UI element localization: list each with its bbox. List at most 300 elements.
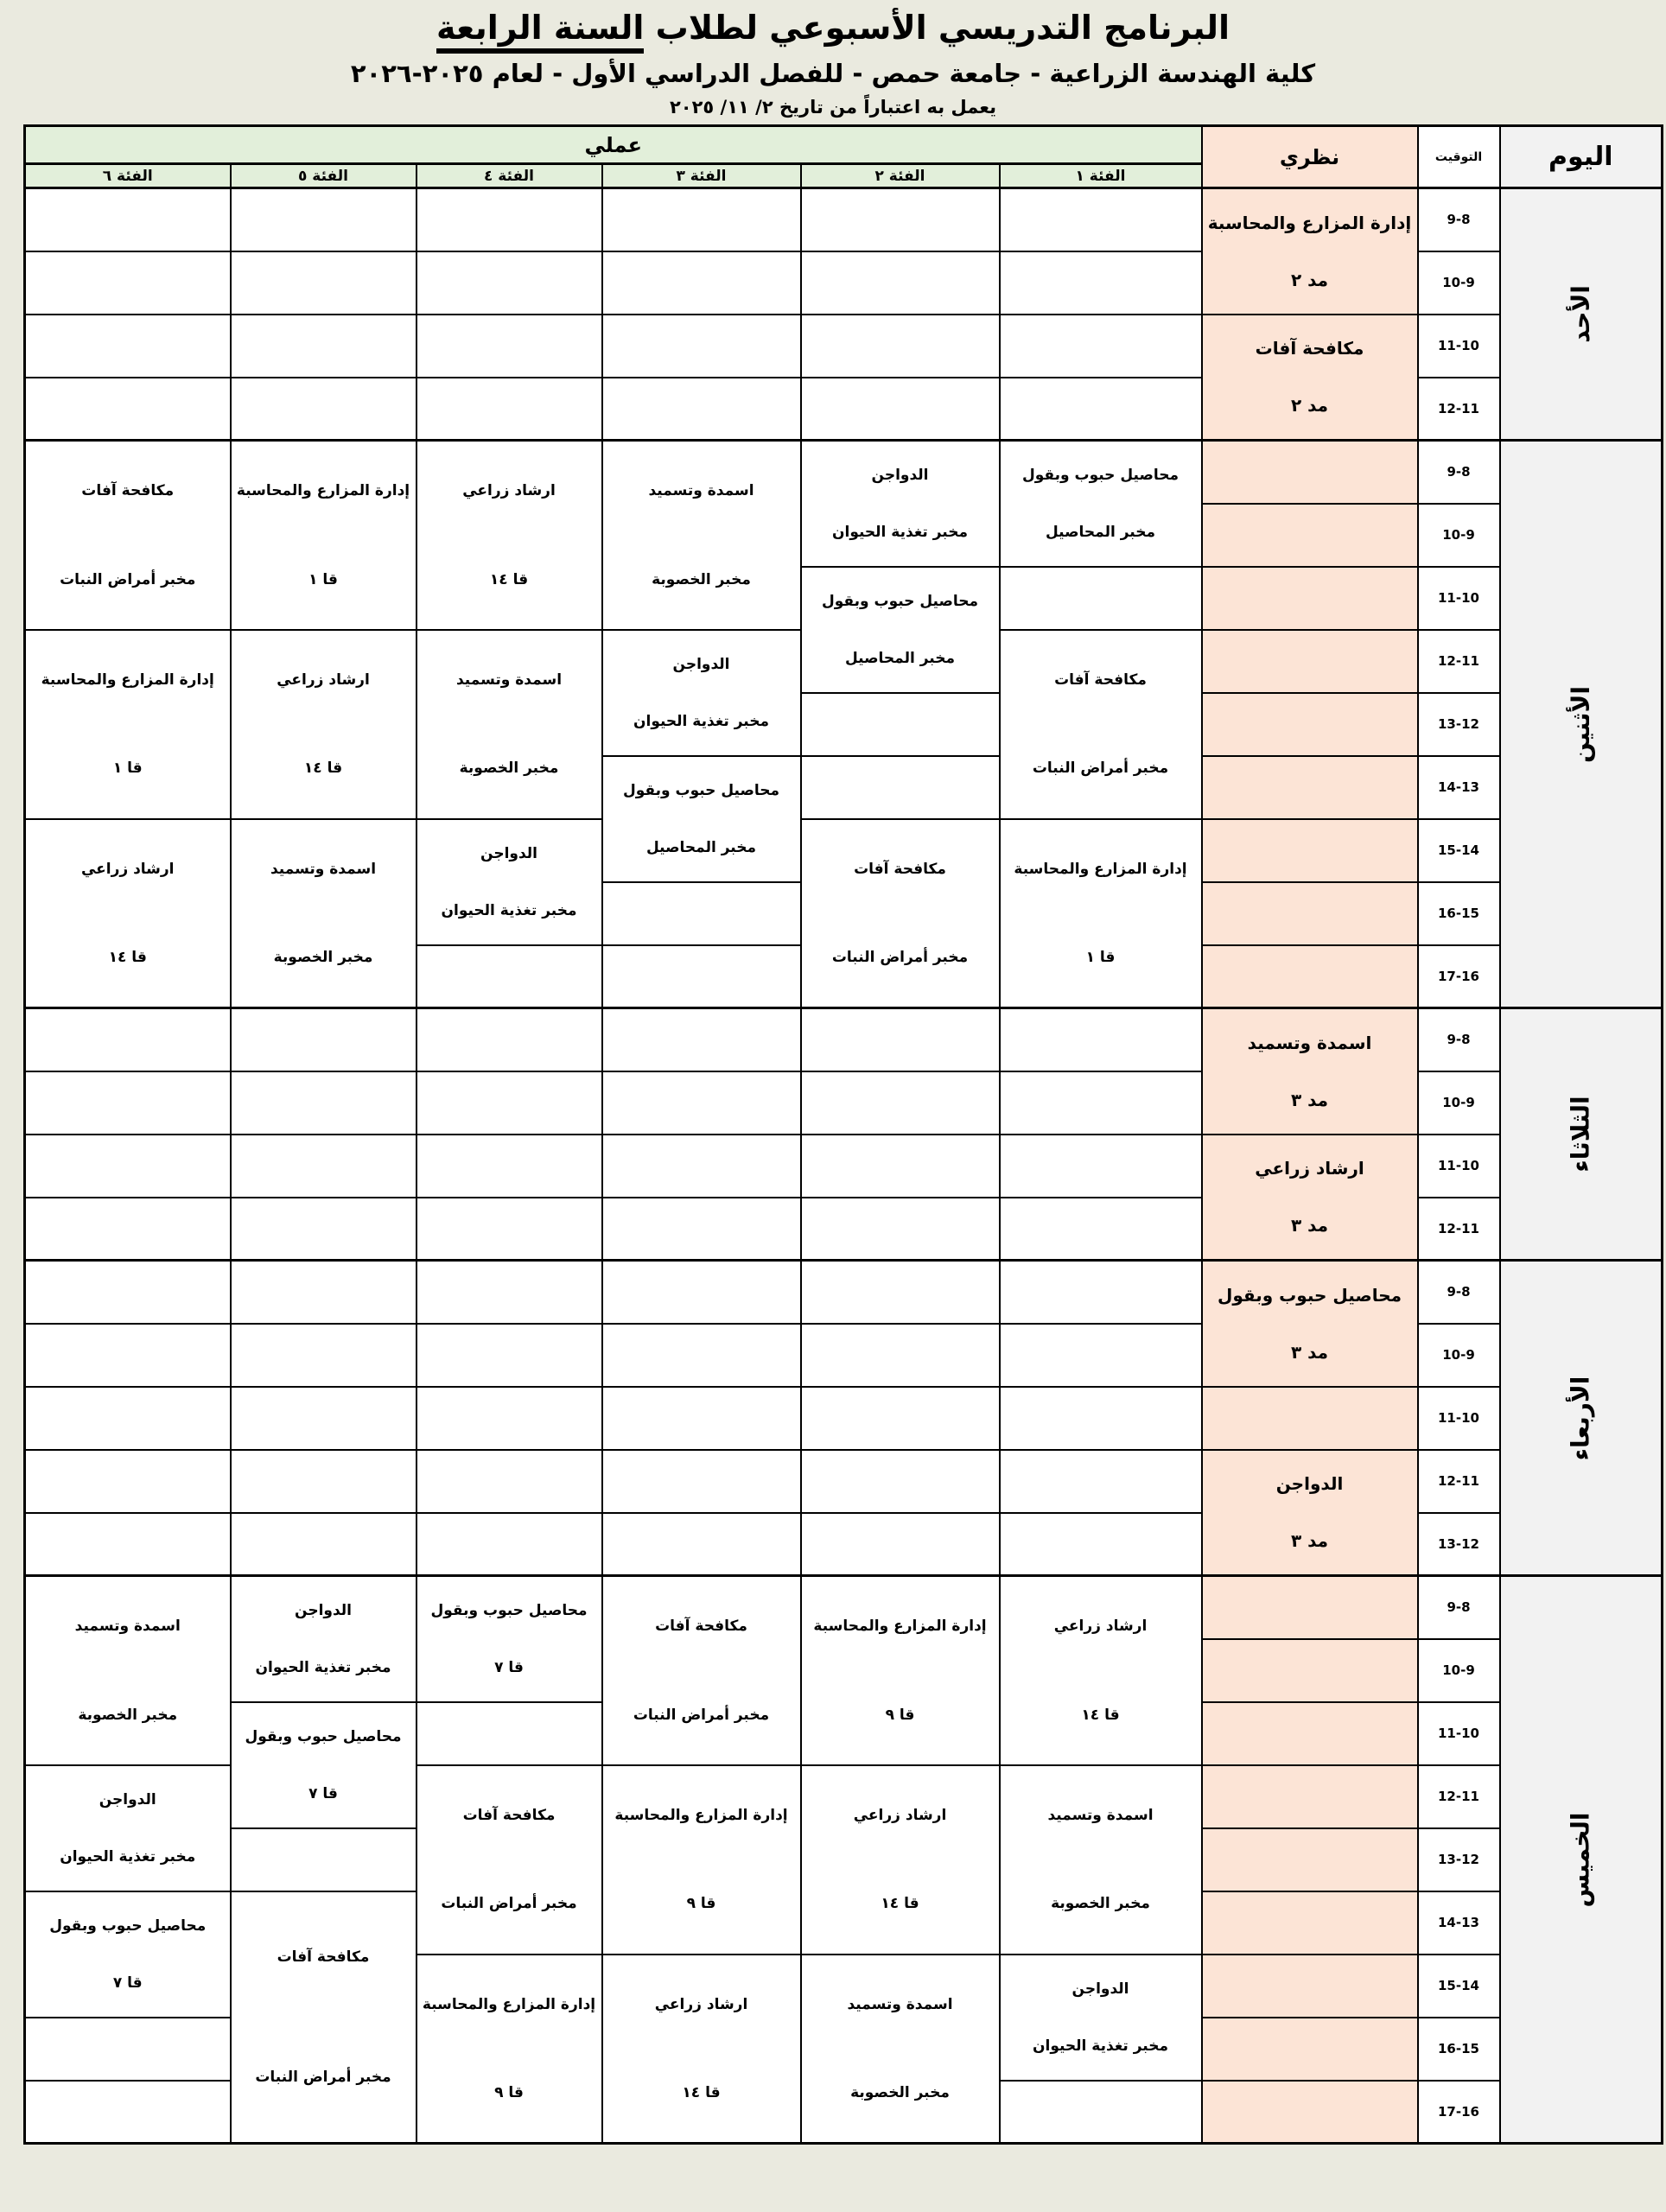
cell-line: مخبر أمراض النبات bbox=[1032, 760, 1169, 778]
cell-line: اسمدة وتسميد bbox=[1247, 1032, 1372, 1053]
cell-line: مخبر الخصوبة bbox=[273, 949, 373, 966]
practical-cell-group-2 bbox=[801, 1765, 1000, 1955]
cell-line: قا ٩ bbox=[885, 1706, 915, 1724]
practical-cell-group-6 bbox=[24, 1765, 230, 1891]
practical-cell-group-2 bbox=[801, 567, 1000, 693]
cell-line: الدواجن bbox=[1071, 1980, 1129, 1998]
practical-cell-group-6 bbox=[24, 2081, 230, 2144]
group-column-header-3: الفئة ٣ bbox=[602, 164, 801, 188]
cell-line: مخبر الخصوبة bbox=[1051, 1895, 1150, 1913]
practical-cell-group-4 bbox=[416, 1513, 602, 1576]
cell-content bbox=[232, 447, 416, 624]
cell-line: مد ٣ bbox=[1290, 1089, 1329, 1110]
cell-line: مخبر الخصوبة bbox=[78, 1706, 178, 1724]
theory-cell bbox=[1202, 1450, 1418, 1576]
theory-cell bbox=[1202, 1576, 1418, 1639]
practical-cell-group-6 bbox=[24, 2018, 230, 2081]
cell-content bbox=[802, 447, 999, 561]
practical-cell-group-5 bbox=[231, 1071, 416, 1135]
cell-content bbox=[232, 1708, 416, 1822]
practical-cell-group-3 bbox=[602, 945, 801, 1008]
cell-content bbox=[1001, 447, 1201, 561]
cell-line: مخبر تغذية الحيوان bbox=[255, 1658, 391, 1676]
theory-cell bbox=[1202, 945, 1418, 1008]
practical-cell-group-4 bbox=[416, 630, 602, 819]
cell-content bbox=[802, 1960, 999, 2137]
cell-line: مخبر المحاصيل bbox=[646, 838, 756, 856]
time-column-header: التوقيت bbox=[1418, 126, 1500, 188]
cell-line: مخبر تغذية الحيوان bbox=[1032, 2037, 1169, 2055]
practical-cell-group-2 bbox=[801, 693, 1000, 756]
practical-cell-group-1 bbox=[1000, 1261, 1202, 1324]
practical-cell-group-3 bbox=[602, 1765, 801, 1955]
cell-content bbox=[417, 1771, 601, 1948]
cell-line: قا ٧ bbox=[112, 1974, 143, 1992]
practical-cell-group-6 bbox=[24, 1198, 230, 1261]
time-label: 12-11 bbox=[1438, 400, 1479, 416]
cell-line: قا ٧ bbox=[494, 1658, 524, 1676]
cell-line: الدواجن bbox=[1275, 1473, 1344, 1495]
time-label: 17-16 bbox=[1438, 968, 1479, 984]
time-cell bbox=[1418, 1513, 1500, 1576]
practical-cell-group-1 bbox=[1000, 251, 1202, 315]
practical-cell-group-6 bbox=[24, 630, 230, 819]
practical-cell-group-5 bbox=[231, 1261, 416, 1324]
time-cell bbox=[1418, 1955, 1500, 2018]
cell-content bbox=[1203, 194, 1417, 308]
theory-cell bbox=[1202, 882, 1418, 945]
cell-line: قا ١ bbox=[308, 570, 338, 588]
cell-content bbox=[1203, 1140, 1417, 1254]
practical-cell-group-5 bbox=[231, 315, 416, 378]
practical-cell-group-3 bbox=[602, 1955, 801, 2144]
cell-content bbox=[232, 1582, 416, 1696]
practical-cell-group-1 bbox=[1000, 2081, 1202, 2144]
time-cell bbox=[1418, 1450, 1500, 1513]
practical-cell-group-3 bbox=[602, 756, 801, 882]
theory-cell bbox=[1202, 1261, 1418, 1387]
page-header bbox=[0, 0, 1666, 118]
theory-cell bbox=[1202, 693, 1418, 756]
time-cell bbox=[1418, 251, 1500, 315]
time-label: 11-10 bbox=[1438, 590, 1479, 606]
page-subtitle: كلية الهندسة الزراعية - جامعة حمص - للفصل الدراسي الأول - لعام ٢٠٢٥-٢٠٢٦ bbox=[350, 59, 1316, 88]
cell-line: مد ٣ bbox=[1290, 1215, 1329, 1236]
practical-cell-group-3 bbox=[602, 1135, 801, 1198]
practical-column-header: عملي bbox=[24, 126, 1201, 164]
practical-cell-group-3 bbox=[602, 1450, 801, 1513]
day-name-label: الثلاثاء bbox=[1566, 1096, 1595, 1173]
cell-line: مد ٢ bbox=[1290, 269, 1329, 290]
practical-cell-group-4 bbox=[416, 1765, 602, 1955]
time-cell bbox=[1418, 1198, 1500, 1261]
time-label: 9-8 bbox=[1447, 1599, 1471, 1616]
time-label: 11-10 bbox=[1438, 1158, 1479, 1173]
practical-cell-group-2 bbox=[801, 819, 1000, 1008]
practical-cell-group-3 bbox=[602, 188, 801, 251]
cell-line: مخبر أمراض النبات bbox=[441, 1895, 577, 1913]
cell-line: مد ٣ bbox=[1290, 1341, 1329, 1363]
cell-content bbox=[1203, 320, 1417, 434]
theory-cell bbox=[1202, 1135, 1418, 1261]
practical-cell-group-3 bbox=[602, 1387, 801, 1450]
cell-content bbox=[1001, 1582, 1201, 1759]
cell-line: الدواجن bbox=[295, 1601, 352, 1619]
cell-content bbox=[1203, 1014, 1417, 1128]
day-name-cell bbox=[1500, 1261, 1663, 1576]
cell-line: اسمدة وتسميد bbox=[74, 1618, 181, 1635]
cell-content bbox=[232, 1897, 416, 2137]
practical-cell-group-2 bbox=[801, 378, 1000, 441]
time-label: 16-15 bbox=[1438, 2041, 1479, 2056]
practical-cell-group-5 bbox=[231, 1135, 416, 1198]
cell-line: مد ٣ bbox=[1290, 1530, 1329, 1552]
theory-cell bbox=[1202, 630, 1418, 693]
practical-cell-group-3 bbox=[602, 1513, 801, 1576]
effective-date: يعمل به اعتباراً من تاريخ ٢/ ١١/ ٢٠٢٥ bbox=[669, 97, 997, 118]
practical-cell-group-5 bbox=[231, 1198, 416, 1261]
practical-cell-group-2 bbox=[801, 188, 1000, 251]
practical-cell-group-2 bbox=[801, 1450, 1000, 1513]
practical-cell-group-4 bbox=[416, 1198, 602, 1261]
practical-cell-group-5 bbox=[231, 819, 416, 1008]
practical-cell-group-1 bbox=[1000, 1765, 1202, 1955]
practical-cell-group-2 bbox=[801, 1955, 1000, 2144]
practical-cell-group-6 bbox=[24, 1576, 230, 1765]
practical-cell-group-5 bbox=[231, 1576, 416, 1702]
time-cell bbox=[1418, 1891, 1500, 1955]
cell-line: إدارة المزارع والمحاسبة bbox=[1014, 860, 1187, 878]
practical-cell-group-4 bbox=[416, 1450, 602, 1513]
practical-cell-group-1 bbox=[1000, 567, 1202, 630]
cell-line: قا ١٤ bbox=[108, 949, 147, 966]
time-label: 16-15 bbox=[1438, 906, 1479, 921]
practical-cell-group-4 bbox=[416, 1261, 602, 1324]
cell-line: اسمدة وتسميد bbox=[1047, 1806, 1154, 1824]
cell-line: قا ١٤ bbox=[303, 760, 343, 778]
practical-cell-group-4 bbox=[416, 819, 602, 945]
time-cell bbox=[1418, 630, 1500, 693]
cell-content bbox=[603, 447, 800, 624]
practical-cell-group-2 bbox=[801, 1387, 1000, 1450]
practical-cell-group-5 bbox=[231, 1891, 416, 2144]
time-label: 15-14 bbox=[1438, 1978, 1479, 1993]
practical-cell-group-4 bbox=[416, 1387, 602, 1450]
theory-cell bbox=[1202, 504, 1418, 567]
cell-line: ارشاد زراعي bbox=[1053, 1618, 1148, 1635]
cell-line: مخبر تغذية الحيوان bbox=[441, 901, 577, 919]
cell-line: مخبر أمراض النبات bbox=[255, 2068, 391, 2086]
practical-cell-group-6 bbox=[24, 1450, 230, 1513]
schedule-body bbox=[24, 188, 1662, 2144]
practical-cell-group-1 bbox=[1000, 1324, 1202, 1387]
cell-line: اسمدة وتسميد bbox=[270, 860, 377, 878]
cell-line: إدارة المزارع والمحاسبة bbox=[422, 1995, 596, 2013]
practical-cell-group-6 bbox=[24, 1513, 230, 1576]
cell-content bbox=[417, 1582, 601, 1696]
day-name-cell bbox=[1500, 188, 1663, 441]
cell-content bbox=[603, 1582, 800, 1759]
cell-line: ارشاد زراعي bbox=[80, 860, 175, 878]
time-label: 11-10 bbox=[1438, 1410, 1479, 1426]
cell-content bbox=[802, 824, 999, 1001]
cell-content bbox=[802, 573, 999, 687]
practical-cell-group-3 bbox=[602, 1071, 801, 1135]
practical-cell-group-3 bbox=[602, 315, 801, 378]
time-label: 10-9 bbox=[1442, 275, 1475, 290]
practical-cell-group-5 bbox=[231, 1513, 416, 1576]
cell-line: قا ٧ bbox=[308, 1784, 338, 1802]
cell-line: مخبر تغذية الحيوان bbox=[60, 1847, 196, 1866]
theory-column-header: نظري bbox=[1202, 126, 1418, 188]
time-cell bbox=[1418, 2081, 1500, 2144]
theory-cell bbox=[1202, 1387, 1418, 1450]
group-column-header-6: الفئة ٦ bbox=[24, 164, 230, 188]
cell-line: ارشاد زراعي bbox=[462, 482, 556, 499]
cell-line: محاصيل حبوب وبقول bbox=[821, 592, 979, 610]
time-cell bbox=[1418, 1008, 1500, 1071]
practical-cell-group-6 bbox=[24, 188, 230, 251]
time-label: 14-13 bbox=[1438, 779, 1479, 795]
cell-content bbox=[1203, 1455, 1417, 1569]
practical-cell-group-4 bbox=[416, 1955, 602, 2144]
day-name-label: الأحد bbox=[1566, 285, 1595, 343]
practical-cell-group-6 bbox=[24, 1324, 230, 1387]
time-cell bbox=[1418, 1324, 1500, 1387]
practical-cell-group-3 bbox=[602, 1261, 801, 1324]
practical-cell-group-5 bbox=[231, 1008, 416, 1071]
practical-cell-group-2 bbox=[801, 441, 1000, 567]
cell-content bbox=[802, 1582, 999, 1759]
practical-cell-group-2 bbox=[801, 1071, 1000, 1135]
cell-line: محاصيل حبوب وبقول bbox=[245, 1727, 402, 1745]
practical-cell-group-2 bbox=[801, 1576, 1000, 1765]
time-label: 10-9 bbox=[1442, 1095, 1475, 1110]
practical-cell-group-1 bbox=[1000, 188, 1202, 251]
practical-cell-group-5 bbox=[231, 441, 416, 630]
time-label: 9-8 bbox=[1447, 1284, 1471, 1300]
time-label: 12-11 bbox=[1438, 1473, 1479, 1489]
theory-cell bbox=[1202, 2018, 1418, 2081]
practical-cell-group-1 bbox=[1000, 819, 1202, 1008]
cell-line: اسمدة وتسميد bbox=[455, 671, 563, 689]
time-cell bbox=[1418, 1702, 1500, 1765]
group-column-header-1: الفئة ١ bbox=[1000, 164, 1202, 188]
theory-cell bbox=[1202, 819, 1418, 882]
cell-line: مخبر أمراض النبات bbox=[633, 1706, 770, 1724]
practical-cell-group-2 bbox=[801, 1135, 1000, 1198]
cell-line: مخبر المحاصيل bbox=[1046, 523, 1155, 541]
time-cell bbox=[1418, 1828, 1500, 1891]
page-title-text: البرنامج التدريسي الأسبوعي لطلاب bbox=[644, 9, 1230, 47]
cell-line: قا ١٤ bbox=[489, 570, 529, 588]
cell-line: مخبر أمراض النبات bbox=[831, 949, 969, 966]
time-cell bbox=[1418, 441, 1500, 504]
time-cell bbox=[1418, 315, 1500, 378]
cell-line: مخبر الخصوبة bbox=[850, 2084, 950, 2101]
time-label: 14-13 bbox=[1438, 1915, 1479, 1930]
time-cell bbox=[1418, 1639, 1500, 1702]
time-label: 15-14 bbox=[1438, 842, 1479, 858]
page-title-underlined-text: السنة الرابعة bbox=[436, 9, 644, 54]
time-label: 9-8 bbox=[1447, 464, 1471, 480]
cell-content bbox=[1001, 824, 1201, 1001]
practical-cell-group-5 bbox=[231, 188, 416, 251]
cell-line: ارشاد زراعي bbox=[853, 1806, 947, 1824]
theory-cell bbox=[1202, 1765, 1418, 1828]
practical-cell-group-5 bbox=[231, 1702, 416, 1828]
cell-content bbox=[603, 1771, 800, 1948]
theory-cell bbox=[1202, 315, 1418, 441]
time-label: 10-9 bbox=[1442, 527, 1475, 543]
practical-cell-group-3 bbox=[602, 630, 801, 756]
cell-content bbox=[417, 1960, 601, 2137]
practical-cell-group-6 bbox=[24, 819, 230, 1008]
practical-cell-group-1 bbox=[1000, 1450, 1202, 1513]
time-cell bbox=[1418, 1765, 1500, 1828]
cell-line: اسمدة وتسميد bbox=[847, 1995, 953, 2013]
practical-cell-group-3 bbox=[602, 441, 801, 630]
cell-line: قا ١٤ bbox=[881, 1895, 919, 1913]
practical-cell-group-4 bbox=[416, 1576, 602, 1702]
cell-line: محاصيل حبوب وبقول bbox=[622, 781, 780, 799]
theory-cell bbox=[1202, 1955, 1418, 2018]
practical-cell-group-5 bbox=[231, 378, 416, 441]
cell-line: قا ١ bbox=[112, 760, 143, 778]
cell-line: مخبر الخصوبة bbox=[459, 760, 559, 778]
theory-cell bbox=[1202, 2081, 1418, 2144]
theory-cell bbox=[1202, 756, 1418, 819]
practical-cell-group-4 bbox=[416, 441, 602, 630]
practical-cell-group-4 bbox=[416, 378, 602, 441]
cell-line: إدارة المزارع والمحاسبة bbox=[614, 1806, 788, 1824]
cell-line: مد ٢ bbox=[1290, 395, 1329, 416]
page-title bbox=[0, 9, 1666, 47]
theory-cell bbox=[1202, 1639, 1418, 1702]
theory-cell bbox=[1202, 1008, 1418, 1135]
practical-cell-group-2 bbox=[801, 1261, 1000, 1324]
cell-line: مكافحة آفات bbox=[462, 1806, 556, 1824]
practical-cell-group-6 bbox=[24, 315, 230, 378]
theory-cell bbox=[1202, 567, 1418, 630]
practical-cell-group-6 bbox=[24, 1891, 230, 2018]
practical-cell-group-2 bbox=[801, 315, 1000, 378]
time-cell bbox=[1418, 1576, 1500, 1639]
day-name-label: الخميس bbox=[1566, 1811, 1595, 1908]
cell-line: ارشاد زراعي bbox=[1255, 1158, 1364, 1179]
time-cell bbox=[1418, 756, 1500, 819]
cell-line: مكافحة آفات bbox=[655, 1618, 747, 1635]
practical-cell-group-1 bbox=[1000, 1387, 1202, 1450]
theory-cell bbox=[1202, 1891, 1418, 1955]
cell-line: اسمدة وتسميد bbox=[648, 482, 754, 499]
time-cell bbox=[1418, 2018, 1500, 2081]
practical-cell-group-1 bbox=[1000, 1513, 1202, 1576]
cell-content bbox=[417, 636, 601, 813]
cell-content bbox=[232, 636, 416, 813]
practical-cell-group-1 bbox=[1000, 1008, 1202, 1071]
cell-line: محاصيل حبوب وبقول bbox=[430, 1601, 588, 1619]
time-label: 11-10 bbox=[1438, 338, 1479, 353]
practical-cell-group-1 bbox=[1000, 315, 1202, 378]
time-cell bbox=[1418, 945, 1500, 1008]
time-label: 9-8 bbox=[1447, 212, 1471, 228]
time-cell bbox=[1418, 1071, 1500, 1135]
practical-cell-group-4 bbox=[416, 1702, 602, 1765]
group-column-header-4: الفئة ٤ bbox=[416, 164, 602, 188]
time-label: 10-9 bbox=[1442, 1347, 1475, 1363]
practical-cell-group-5 bbox=[231, 251, 416, 315]
practical-cell-group-1 bbox=[1000, 1576, 1202, 1765]
practical-cell-group-1 bbox=[1000, 1135, 1202, 1198]
practical-cell-group-6 bbox=[24, 1135, 230, 1198]
cell-line: قا ٩ bbox=[686, 1895, 716, 1913]
practical-cell-group-4 bbox=[416, 251, 602, 315]
cell-line: الدواجن bbox=[672, 655, 730, 673]
cell-content bbox=[26, 636, 230, 813]
practical-cell-group-6 bbox=[24, 441, 230, 630]
time-label: 13-12 bbox=[1438, 1852, 1479, 1867]
cell-line: مخبر تغذية الحيوان bbox=[633, 712, 770, 730]
cell-line: مكافحة آفات bbox=[81, 482, 175, 499]
practical-cell-group-3 bbox=[602, 378, 801, 441]
cell-content bbox=[1001, 1771, 1201, 1948]
practical-cell-group-6 bbox=[24, 1071, 230, 1135]
cell-line: إدارة المزارع والمحاسبة bbox=[813, 1618, 987, 1635]
cell-line: مكافحة آفات bbox=[277, 1948, 370, 1966]
cell-line: قا ٩ bbox=[494, 2084, 524, 2101]
time-cell bbox=[1418, 567, 1500, 630]
time-cell bbox=[1418, 819, 1500, 882]
cell-line: قا ١٤ bbox=[1081, 1706, 1120, 1724]
cell-line: الدواجن bbox=[871, 466, 929, 484]
day-name-cell bbox=[1500, 1576, 1663, 2144]
cell-line: إدارة المزارع والمحاسبة bbox=[236, 482, 410, 499]
time-cell bbox=[1418, 378, 1500, 441]
practical-cell-group-1 bbox=[1000, 1955, 1202, 2081]
time-cell bbox=[1418, 1135, 1500, 1198]
cell-line: مخبر تغذية الحيوان bbox=[831, 523, 969, 541]
day-name-cell bbox=[1500, 441, 1663, 1008]
practical-cell-group-4 bbox=[416, 188, 602, 251]
cell-content bbox=[26, 447, 230, 624]
practical-cell-group-2 bbox=[801, 1324, 1000, 1387]
practical-cell-group-5 bbox=[231, 1387, 416, 1450]
practical-cell-group-6 bbox=[24, 1261, 230, 1324]
cell-line: مخبر أمراض النبات bbox=[60, 570, 196, 588]
time-label: 12-11 bbox=[1438, 1220, 1479, 1236]
practical-cell-group-4 bbox=[416, 945, 602, 1008]
practical-cell-group-2 bbox=[801, 1513, 1000, 1576]
practical-cell-group-5 bbox=[231, 1450, 416, 1513]
day-name-cell bbox=[1500, 1008, 1663, 1261]
time-label: 12-11 bbox=[1438, 1789, 1479, 1804]
cell-line: الدواجن bbox=[480, 844, 537, 862]
cell-content bbox=[603, 1960, 800, 2137]
practical-cell-group-5 bbox=[231, 1324, 416, 1387]
practical-cell-group-3 bbox=[602, 882, 801, 945]
cell-line: مكافحة آفات bbox=[854, 860, 946, 878]
theory-cell bbox=[1202, 1702, 1418, 1765]
time-cell bbox=[1418, 188, 1500, 251]
cell-line: مكافحة آفات bbox=[1255, 338, 1364, 359]
practical-cell-group-1 bbox=[1000, 1071, 1202, 1135]
cell-line: إدارة المزارع والمحاسبة bbox=[41, 671, 214, 689]
practical-cell-group-4 bbox=[416, 1324, 602, 1387]
cell-content bbox=[1001, 636, 1201, 813]
time-label: 17-16 bbox=[1438, 2103, 1479, 2120]
cell-line: ارشاد زراعي bbox=[654, 1995, 748, 2013]
